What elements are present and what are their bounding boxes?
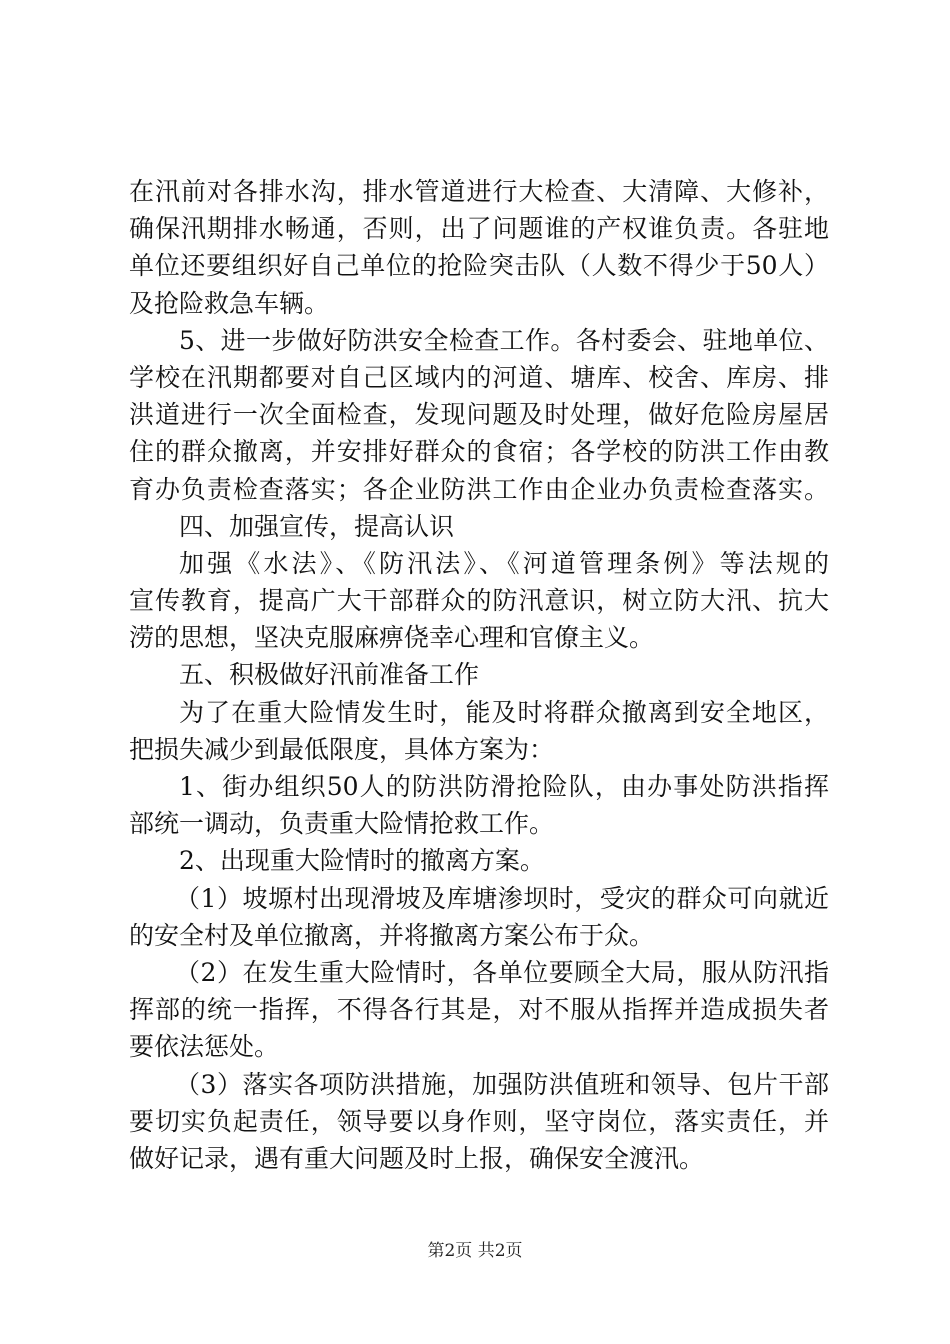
text-line: 把损失减少到最低限度，具体方案为： — [129, 734, 555, 764]
text-line: 宣传教育，提高广大干部群众的防汛意识，树立防大汛、抗大 — [129, 586, 829, 616]
text-line: 洪道进行一次全面检查，发现问题及时处理，做好危险房屋居 — [129, 400, 829, 430]
text-line: 单位还要组织好自己单位的抢险突击队（人数不得少于50人） — [129, 251, 829, 281]
text-line: 涝的思想，坚决克服麻痹侥幸心理和官僚主义。 — [129, 623, 655, 653]
text-line: （2）在发生重大险情时，各单位要顾全大局，服从防汛指 — [175, 957, 829, 987]
document-body — [129, 173, 829, 1177]
text-line: 确保汛期排水畅通，否则，出了问题谁的产权谁负责。各驻地 — [129, 214, 829, 244]
section-heading: 四、加强宣传，提高认识 — [179, 511, 455, 541]
text-line: 的安全村及单位撤离，并将撤离方案公布于众。 — [129, 920, 655, 950]
text-line: 挥部的统一指挥，不得各行其是，对不服从指挥并造成损失者 — [129, 995, 829, 1025]
text-line: 5、进一步做好防洪安全检查工作。各村委会、驻地单位、 — [179, 325, 829, 355]
text-line: 2、出现重大险情时的撤离方案。 — [179, 846, 545, 876]
text-line: 住的群众撤离，并安排好群众的食宿；各学校的防洪工作由教 — [129, 437, 829, 467]
text-line: 在汛前对各排水沟，排水管道进行大检查、大清障、大修补， — [129, 177, 829, 206]
text-line: 部统一调动，负责重大险情抢救工作。 — [129, 809, 555, 839]
section-heading: 五、积极做好汛前准备工作 — [179, 660, 480, 690]
text-line: 学校在汛期都要对自己区域内的河道、塘库、校舍、库房、排 — [129, 362, 829, 392]
text-line: 要依法惩处。 — [129, 1032, 280, 1062]
text-line: （3）落实各项防洪措施，加强防洪值班和领导、包片干部 — [175, 1069, 829, 1099]
text-line: （1）坡塬村出现滑坡及库塘渗坝时，受灾的群众可向就近 — [175, 883, 829, 913]
text-line: 做好记录，遇有重大问题及时上报，确保安全渡汛。 — [129, 1143, 705, 1173]
page-number-footer: 第2页 共2页 — [427, 1241, 523, 1261]
text-line: 育办负责检查落实；各企业防洪工作由企业办负责检查落实。 — [129, 474, 829, 504]
text-line: 要切实负起责任，领导要以身作则，坚守岗位，落实责任，并 — [129, 1106, 829, 1136]
text-line: 1、街办组织50人的防洪防滑抢险队，由办事处防洪指挥 — [179, 772, 829, 801]
text-line: 为了在重大险情发生时，能及时将群众撤离到安全地区， — [179, 697, 829, 727]
text-line: 加强《水法》、《防汛法》、《河道管理条例》等法规的 — [179, 548, 829, 578]
text-line: 及抢险救急车辆。 — [129, 288, 330, 318]
